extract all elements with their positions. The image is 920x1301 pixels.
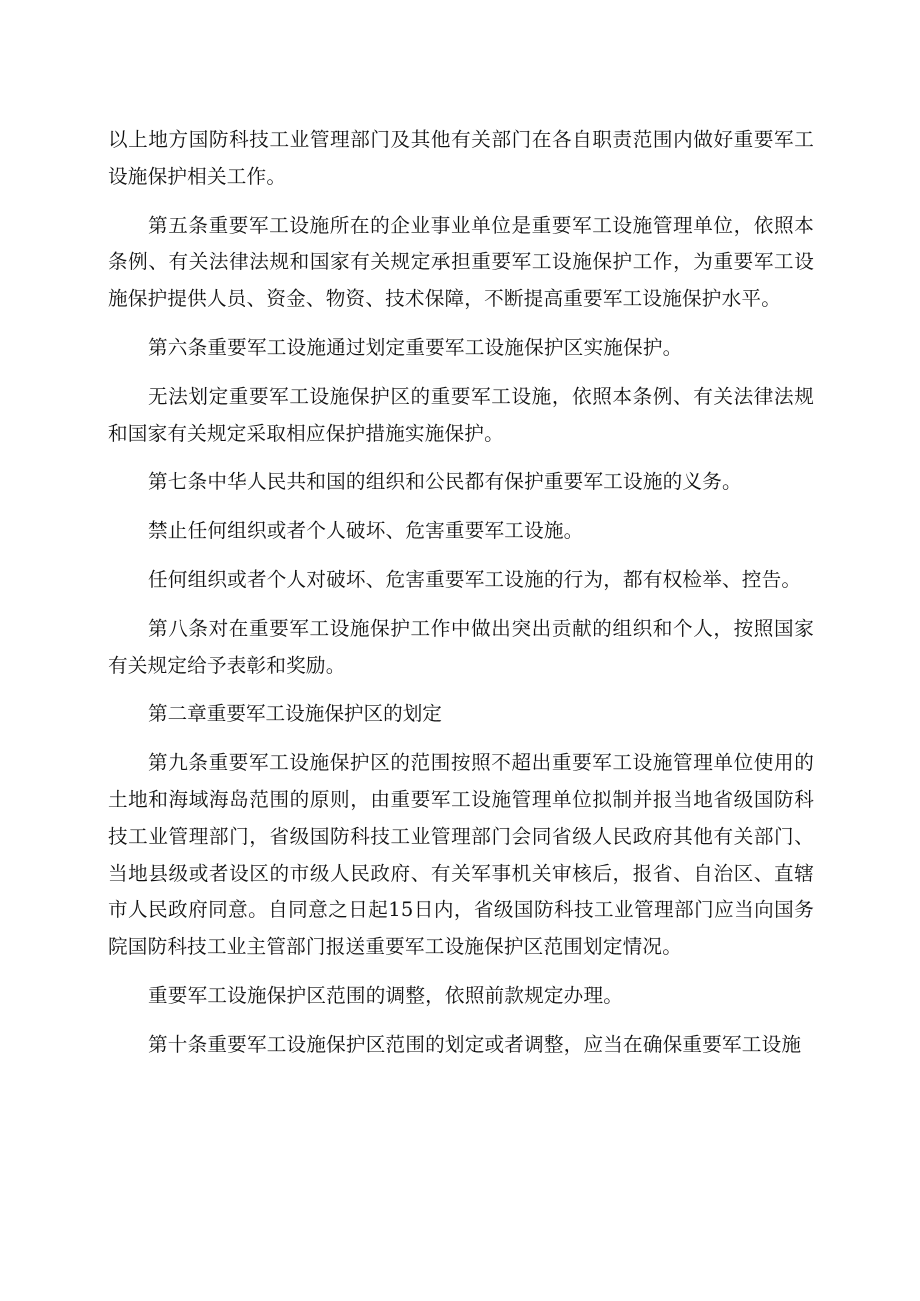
paragraph-article-10: 第十条重要军工设施保护区范围的划定或者调整，应当在确保重要军工设施 <box>148 1032 802 1056</box>
paragraph-article-8: 第八条对在重要军工设施保护工作中做出突出贡献的组织和个人，按照国家有关规定给予表彰和奖励。 <box>108 616 814 677</box>
paragraph-article-9: 第九条重要军工设施保护区的范围按照不超出重要军工设施管理单位使用的土地和海域海岛范围的原则，由重要军工设施管理单位拟制并报当地省级国防科技工业管理部门，省级国防科技工业管理部门会同省级人民政府其他有关部门、当地县级或者设区的市级人民政府、有关军事机关审核后，报省、自治区、直辖市人民政府同意。自同意之日起15日内，省级国防科技工业管理部门应当向国务院国防科技工业主管部门报送重要军工设施保护区范围划定情况。 <box>108 751 814 959</box>
paragraph-article-5: 第五条重要军工设施所在的企业事业单位是重要军工设施管理单位，依照本条例、有关法律法规和国家有关规定承担重要军工设施保护工作，为重要军工设施保护提供人员、资金、物资、技术保障，不断提高重要军工设施保护水平。 <box>108 213 814 311</box>
paragraph-article-6-clause-2: 无法划定重要军工设施保护区的重要军工设施，依照本条例、有关法律法规和国家有关规定采取相应保护措施实施保护。 <box>108 384 814 445</box>
paragraph-article-7: 第七条中华人民共和国的组织和公民都有保护重要军工设施的义务。 <box>148 470 742 494</box>
chapter-heading: 第二章重要军工设施保护区的划定 <box>148 702 442 726</box>
paragraph-article-7-clause-2: 禁止任何组织或者个人破坏、危害重要军工设施。 <box>148 519 584 543</box>
document-page <box>108 122 814 1076</box>
paragraph-article-6: 第六条重要军工设施通过划定重要军工设施保护区实施保护。 <box>148 335 683 359</box>
paragraph-article-9-clause-2: 重要军工设施保护区范围的调整，依照前款规定办理。 <box>148 983 624 1007</box>
paragraph-continued: 以上地方国防科技工业管理部门及其他有关部门在各自职责范围内做好重要军工设施保护相关工作。 <box>108 128 814 188</box>
paragraph-article-7-clause-3: 任何组织或者个人对破坏、危害重要军工设施的行为，都有权检举、控告。 <box>148 567 802 591</box>
